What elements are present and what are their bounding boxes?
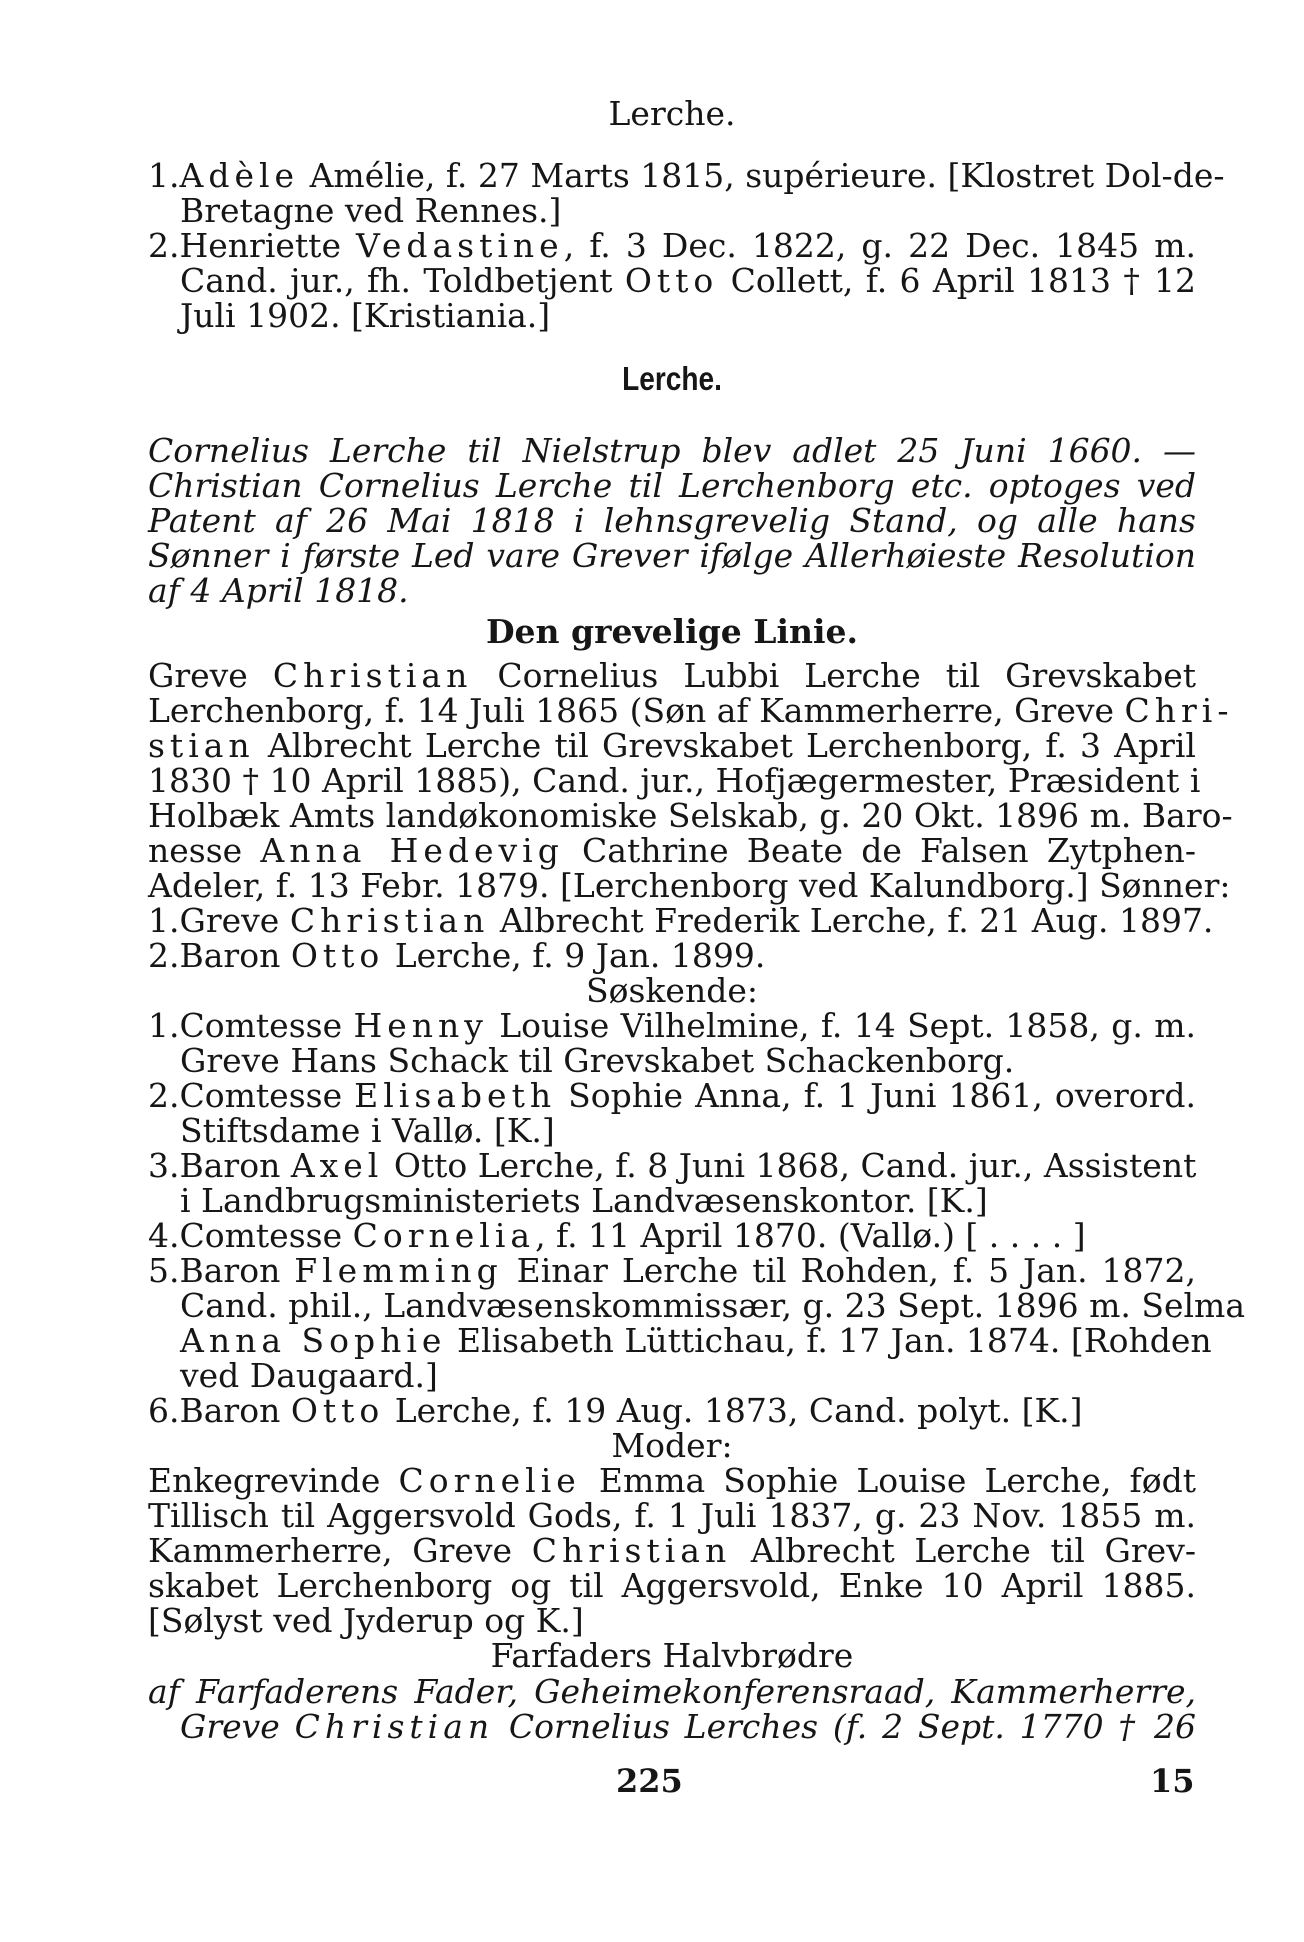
list-item-cont: Cand. phil., Landvæsenskommissær, g. 23 Sept. 1896 m. Selma bbox=[180, 1286, 1246, 1325]
list-item-cont: Greve Hans Schack til Grevskabet Schackenborg. bbox=[180, 1041, 1015, 1080]
list-item: 2.Baron Otto Lerche, f. 9 Jan. 1899. bbox=[148, 936, 766, 975]
head-line: Greve Christian Cornelius Lubbi Lerche til Grevskabet bbox=[148, 656, 1196, 695]
intro-line: Cornelius Lerche til Nielstrup blev adlet 25 Juni 1660. — bbox=[148, 431, 1196, 470]
list-item: 2.Comtesse Elisabeth Sophie Anna, f. 1 Juni 1861, overord. bbox=[148, 1076, 1196, 1115]
head-line: Adeler, f. 13 Febr. 1879. [Lerchenborg ved Kalundborg.] Sønner: bbox=[148, 866, 1231, 905]
entry-line: Bretagne ved Rennes.] bbox=[180, 191, 562, 230]
entry-line: Cand. jur., fh. Toldbetjent Otto Collett, f. 6 April 1813 † 12 bbox=[180, 261, 1196, 300]
halfbrothers-line: af Farfaderens Fader, Geheimekonferensraad, Kammerherre, bbox=[148, 1672, 1196, 1711]
list-item-cont: Stiftsdame i Vallø. [K.] bbox=[180, 1111, 555, 1150]
mother-line: Kammerherre, Greve Christian Albrecht Lerche til Grev- bbox=[148, 1531, 1196, 1570]
head-line: 1830 † 10 April 1885), Cand. jur., Hofjægermester, Præsident i bbox=[148, 761, 1201, 800]
list-item-cont: ved Daugaard.] bbox=[180, 1356, 438, 1395]
head-line: Lerchenborg, f. 14 Juli 1865 (Søn af Kammerherre, Greve Chri- bbox=[148, 691, 1234, 730]
halfbrothers-line: Greve Christian Cornelius Lerches (f. 2 Sept. 1770 † 26 bbox=[180, 1707, 1196, 1746]
mother-line: Tillisch til Aggersvold Gods, f. 1 Juli 1837, g. 23 Nov. 1855 m. bbox=[148, 1496, 1196, 1535]
mother-line: skabet Lerchenborg og til Aggersvold, Enke 10 April 1885. bbox=[148, 1566, 1196, 1605]
subheading: Farfaders Halvbrødre bbox=[490, 1636, 854, 1675]
list-item: 6.Baron Otto Lerche, f. 19 Aug. 1873, Cand. polyt. [K.] bbox=[148, 1391, 1083, 1430]
page-number: 225 bbox=[616, 1762, 683, 1800]
head-line: nesse Anna Hedevig Cathrine Beate de Falsen Zytphen- bbox=[148, 831, 1196, 870]
intro-line: Patent af 26 Mai 1818 i lehnsgrevelig Stand, og alle hans bbox=[148, 501, 1196, 540]
signature-mark: 15 bbox=[1150, 1762, 1195, 1800]
subheading: Moder: bbox=[611, 1426, 733, 1465]
intro-line: Sønner i første Led vare Grever ifølge Allerhøieste Resolution bbox=[148, 536, 1196, 575]
entry-line: 2.Henriette Vedastine, f. 3 Dec. 1822, g. 22 Dec. 1845 m. bbox=[148, 226, 1196, 265]
family-title: Lerche. bbox=[622, 360, 722, 397]
list-item: 3.Baron Axel Otto Lerche, f. 8 Juni 1868, Cand. jur., Assistent bbox=[148, 1146, 1197, 1185]
running-head: Lerche. bbox=[608, 94, 736, 133]
intro-line: af 4 April 1818. bbox=[148, 571, 409, 610]
mother-line: [Sølyst ved Jyderup og K.] bbox=[148, 1601, 584, 1640]
list-item: 1.Greve Christian Albrecht Frederik Lerche, f. 21 Aug. 1897. bbox=[148, 901, 1214, 940]
list-item: 5.Baron Flemming Einar Lerche til Rohden, f. 5 Jan. 1872, bbox=[148, 1251, 1197, 1290]
list-item-cont: i Landbrugsministeriets Landvæsenskontor. [K.] bbox=[180, 1181, 988, 1220]
list-item-cont: Anna Sophie Elisabeth Lüttichau, f. 17 Jan. 1874. [Rohden bbox=[180, 1321, 1212, 1360]
section-title: Den grevelige Linie. bbox=[485, 612, 859, 651]
intro-line: Christian Cornelius Lerche til Lerchenborg etc. optoges ved bbox=[148, 466, 1196, 505]
head-line: Holbæk Amts landøkonomiske Selskab, g. 20 Okt. 1896 m. Baro- bbox=[148, 796, 1233, 835]
list-item: 1.Comtesse Henny Louise Vilhelmine, f. 14 Sept. 1858, g. m. bbox=[148, 1006, 1196, 1045]
entry-line: Juli 1902. [Kristiania.] bbox=[180, 296, 551, 335]
entry-line: 1.Adèle Amélie, f. 27 Marts 1815, supérieure. [Klostret Dol-de- bbox=[148, 156, 1225, 195]
subheading: Søskende: bbox=[586, 971, 758, 1010]
list-item: 4.Comtesse Cornelia, f. 11 April 1870. (Vallø.) [ . . . . ] bbox=[148, 1216, 1086, 1255]
mother-line: Enkegrevinde Cornelie Emma Sophie Louise Lerche, født bbox=[148, 1461, 1196, 1500]
head-line: stian Albrecht Lerche til Grevskabet Lerchenborg, f. 3 April bbox=[148, 726, 1196, 765]
